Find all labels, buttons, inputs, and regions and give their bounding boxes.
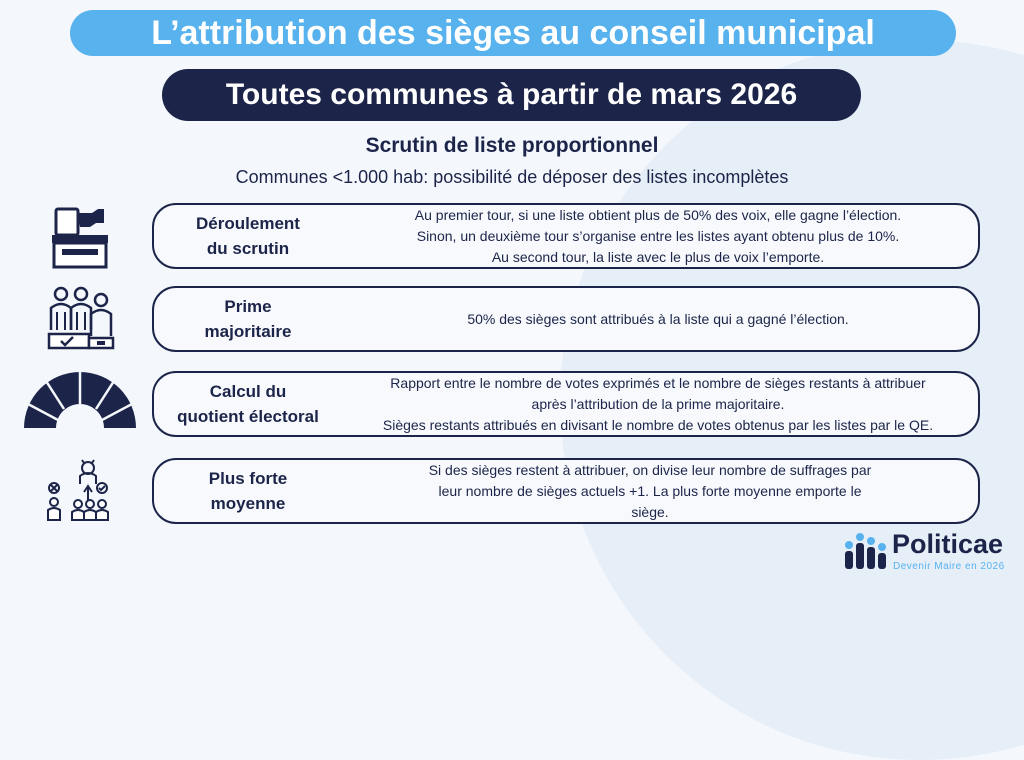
- politicae-logo-icon: [843, 531, 887, 571]
- row-label: Plus forte moyenne: [208, 469, 288, 513]
- row-label: Prime majoritaire: [204, 297, 292, 341]
- row-label: Calcul du quotient électoral: [177, 382, 319, 426]
- section-subheading: Communes <1.000 hab: possibilité de déposer des listes incomplètes: [235, 167, 789, 187]
- election-winner-icon: [44, 458, 116, 524]
- candidates-podium-icon: [47, 286, 115, 352]
- row-description: Rapport entre le nombre de votes exprimés et le nombre de sièges restants à attribuer après l’attribution de la prime majoritaire. Sièges restants attribués en divisant le nombre de votes obtenus par les listes par le QE.: [382, 374, 934, 433]
- row-description: Si des sièges restent à attribuer, on divise leur nombre de suffrages par leur nombre de sièges actuels +1. La plus forte moyenne emporte le siège.: [428, 461, 872, 520]
- page-title: L’attribution des sièges au conseil municipal: [70, 10, 956, 56]
- section-heading: Scrutin de liste proportionnel: [365, 134, 659, 157]
- row-description: 50% des sièges sont attribués à la liste qui a gagné l’élection.: [467, 310, 849, 327]
- brand-name: Politicae: [892, 529, 1004, 559]
- row-label: Déroulement du scrutin: [196, 214, 300, 258]
- hemicycle-icon: [22, 368, 138, 430]
- brand-tagline: Devenir Maire en 2026: [893, 561, 1005, 572]
- row-description: Au premier tour, si une liste obtient plus de 50% des voix, elle gagne l’élection. Sinon, un deuxième tour s’organise entre les listes ayant obtenu plus de 10%. Au second tour, la liste avec le plus de voix l’emporte.: [414, 206, 902, 265]
- ballot-box-icon: [50, 205, 110, 269]
- page-subtitle: Toutes communes à partir de mars 2026: [162, 69, 861, 121]
